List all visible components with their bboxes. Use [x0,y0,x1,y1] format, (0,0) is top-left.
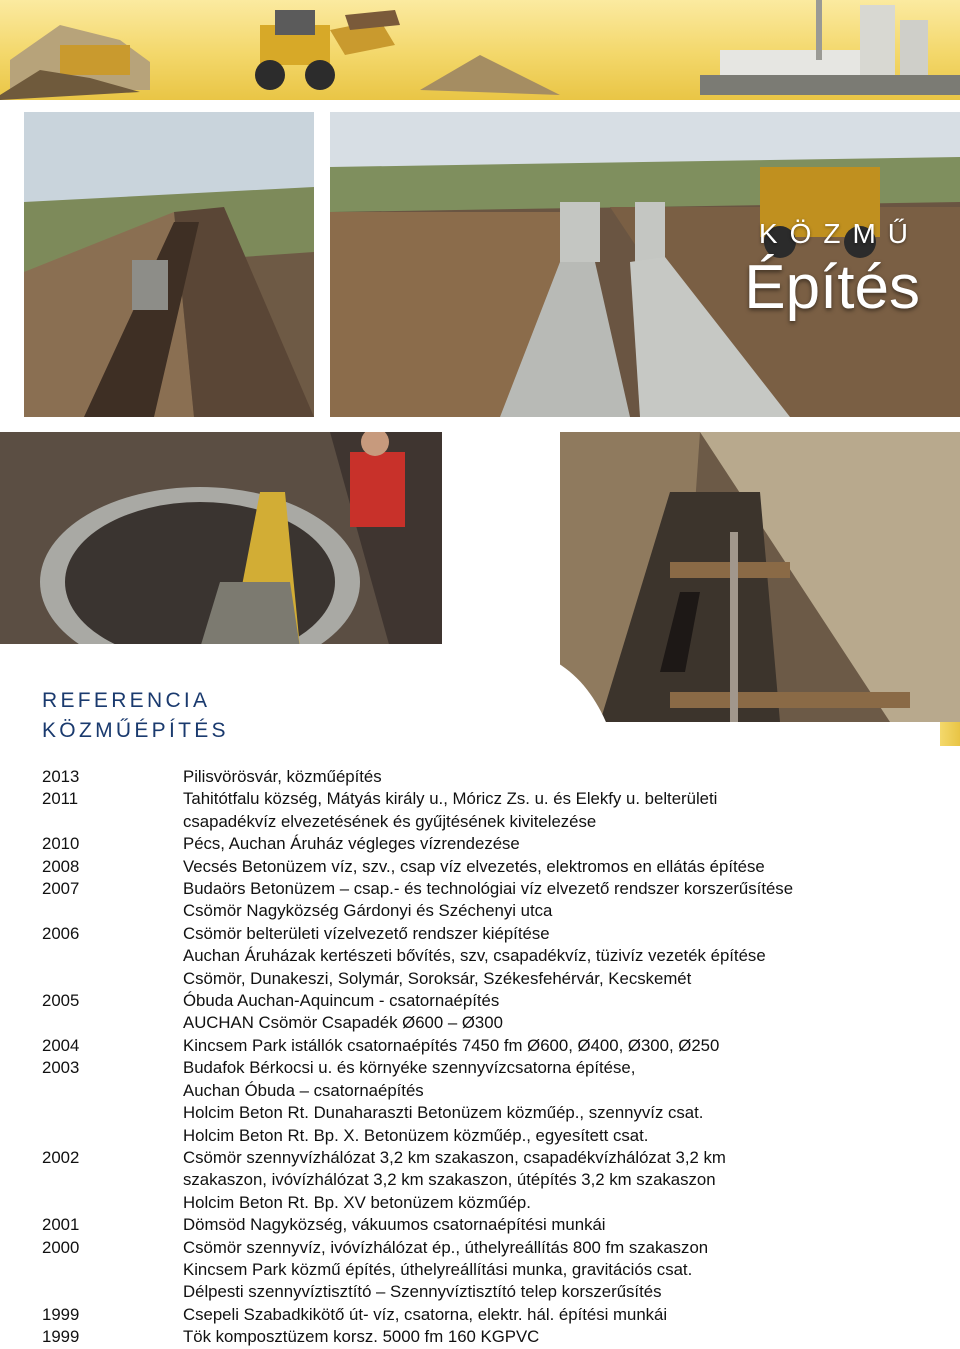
photo-manhole-excavator [0,432,442,648]
reference-list [42,766,922,1349]
entry-year [42,1192,183,1214]
entry-year: 2000 [42,1237,80,1257]
photo-trench [24,112,314,417]
entry-year: 1999 [42,1304,80,1324]
entry-text: Pilisvörösvár, közműépítés [183,767,382,786]
list-item [42,1326,922,1348]
entry-text: Holcim Beton Rt. Bp. X. Betonüzem közműép., egyesített csat. [183,1125,649,1145]
entry-text: Csepeli Szabadkikötő út- víz, csatorna, elektr. hál. építési munkái [183,1304,668,1324]
construction-machinery-illustration [0,0,960,100]
entry-year: 2004 [42,1035,80,1055]
list-item [42,833,922,855]
page-subtitle: KÖZMŰ [758,218,920,249]
entry-year [42,1169,183,1191]
list-item [42,1192,922,1214]
entry-text: csapadékvíz elvezetésének és gyűjtésének kivitelezése [183,811,597,831]
entry-text: Tök komposztüzem korsz. 5000 fm 160 KGPVC [183,1327,540,1347]
entry-text: szakaszon, ivóvízhálózat 3,2 km szakaszon, útépítés 3,2 km szakaszon [183,1170,716,1190]
reference-heading [42,686,229,746]
entry-year [42,1259,183,1281]
entry-year [42,1125,183,1147]
list-item [42,945,922,967]
list-item [42,1102,922,1124]
list-item [42,1214,922,1236]
entry-year [42,968,183,990]
list-item [42,1259,922,1281]
entry-text: Tahitótfalu község, Mátyás király u., Móricz Zs. u. és Elekfy u. belterületi [183,789,718,809]
entry-text: Auchan Áruházak kertészeti bővítés, szv, csapadékvíz, tüzivíz vezeték építése [183,946,766,966]
yellow-accent [940,722,960,746]
entry-year: 2007 [42,879,80,899]
entry-year [42,1281,183,1303]
entry-text: Kincsem Park közmű építés, úthelyreállítási munka, gravitációs csat. [183,1259,693,1279]
reference-heading-line1: REFERENCIA [42,689,211,712]
list-item [42,923,922,945]
list-item [42,990,922,1012]
list-item [42,811,922,833]
entry-year [42,1102,183,1124]
entry-year: 2001 [42,1215,80,1235]
list-item [42,878,922,900]
entry-year: 2010 [42,834,80,854]
title-block [744,218,920,323]
entry-text: Csömör szennyvízhálózat 3,2 km szakaszon, csapadékvízhálózat 3,2 km [183,1147,726,1167]
list-item [42,1035,922,1057]
entry-year [42,1012,183,1034]
entry-text: Csömör Nagyközség Gárdonyi és Széchenyi utca [183,901,553,921]
list-item [42,856,922,878]
entry-text: Auchan Óbuda – csatornaépítés [183,1080,424,1100]
list-item [42,1080,922,1102]
list-item [42,1304,922,1326]
entry-year: 2005 [42,991,80,1011]
entry-text: Csömör, Dunakeszi, Solymár, Soroksár, Székesfehérvár, Kecskemét [183,968,692,988]
entry-text: Csömör szennyvíz, ivóvízhálózat ép., úthelyreállítás 800 fm szakaszon [183,1237,709,1257]
entry-text: Kincsem Park istállók csatornaépítés 7450 fm Ø600, Ø400, Ø300, Ø250 [183,1035,720,1055]
entry-text: Holcim Beton Rt. Bp. XV betonüzem közműép. [183,1192,531,1212]
entry-text: Budaörs Betonüzem – csap.- és technológiai víz elvezető rendszer korszerűsítése [183,879,794,899]
list-item [42,1125,922,1147]
reference-heading-line2: KÖZMŰÉPÍTÉS [42,719,229,742]
list-item [42,1012,922,1034]
entry-text: Dömsöd Nagyközség, vákuumos csatornaépítési munkái [183,1215,606,1235]
entry-text: Vecsés Betonüzem víz, szv., csap víz elvezetés, elektromos en ellátás építése [183,856,765,876]
entry-text: AUCHAN Csömör Csapadék Ø600 – Ø300 [183,1013,503,1033]
entry-year [42,945,183,967]
entry-text: Holcim Beton Rt. Dunaharaszti Betonüzem közműép., szennyvíz csat. [183,1103,704,1123]
list-item [42,1237,922,1259]
list-item [42,1169,922,1191]
list-item [42,900,922,922]
entry-year: 2011 [42,789,79,809]
entry-text: Délpesti szennyvíztisztító – Szennyvíztisztító telep korszerűsítés [183,1282,662,1302]
entry-year: 2003 [42,1058,80,1078]
list-item [42,788,922,810]
entry-text: Óbuda Auchan-Aquincum - csatornaépítés [183,991,500,1011]
entry-text: Pécs, Auchan Áruház végleges vízrendezése [183,834,520,854]
entry-text: Csömör belterületi vízelvezető rendszer kiépítése [183,923,550,943]
entry-year: 2013 [42,767,80,786]
entry-year [42,900,183,922]
list-item [42,1281,922,1303]
list-item [42,968,922,990]
list-item [42,766,922,788]
page-title: Építés [744,253,920,322]
header-photo-strip [0,0,960,100]
list-item [42,1147,922,1169]
entry-year: 1999 [42,1327,80,1347]
entry-year: 2008 [42,856,80,876]
entry-year: 2002 [42,1147,80,1167]
entry-text: Budafok Bérkocsi u. és környéke szennyvízcsatorna építése, [183,1058,636,1078]
entry-year [42,811,183,833]
entry-year [42,1080,183,1102]
photo-shored-trench [560,432,960,722]
list-item [42,1057,922,1079]
entry-year: 2006 [42,923,80,943]
